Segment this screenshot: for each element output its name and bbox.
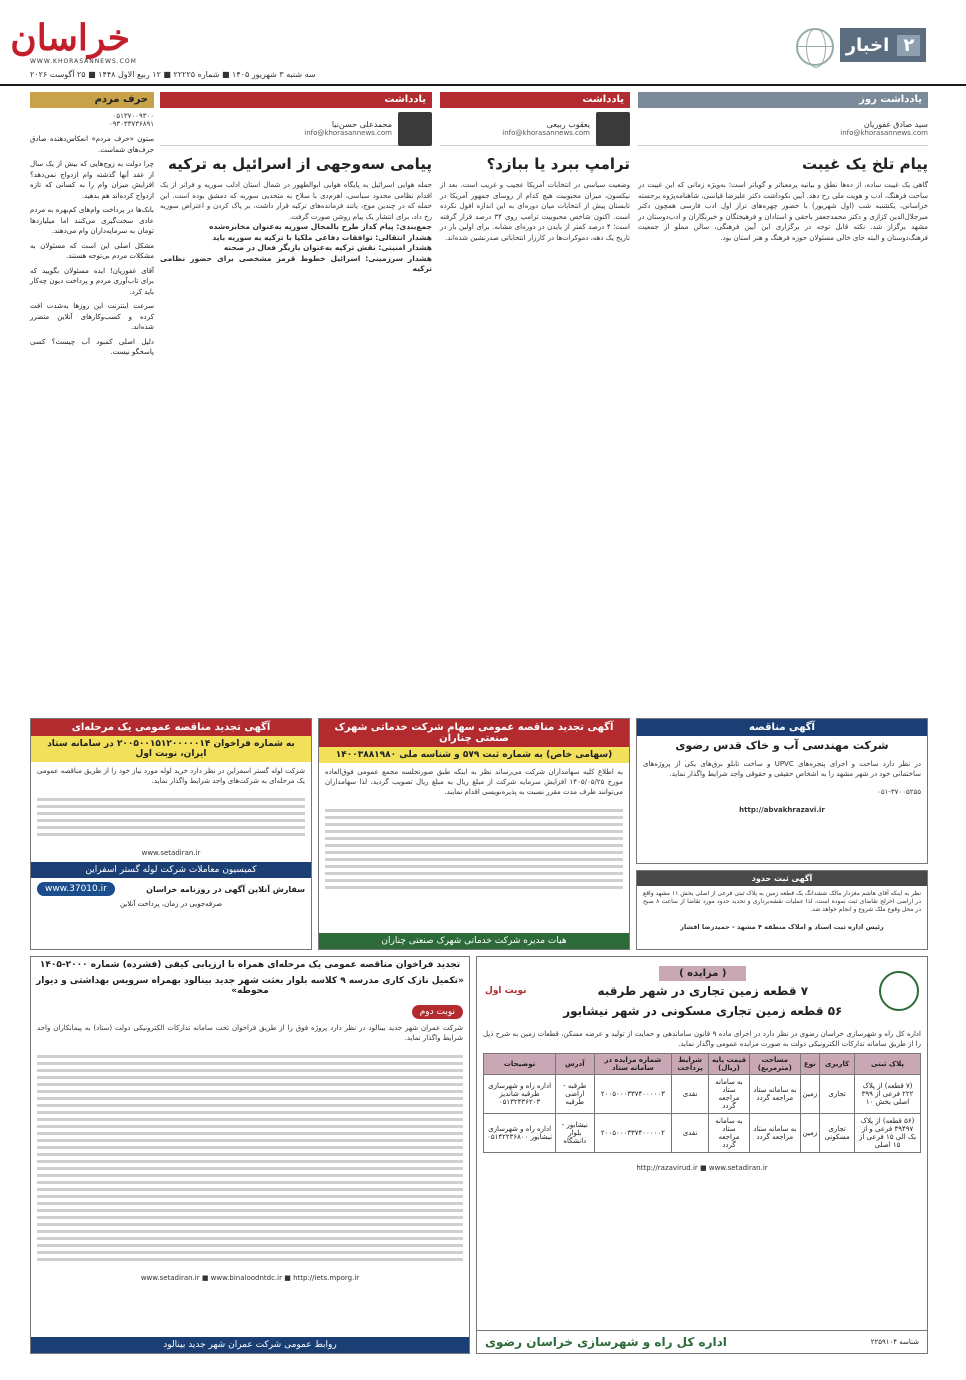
author-portrait xyxy=(596,112,630,146)
author-name: محمدعلی حسن‌نیا xyxy=(331,120,392,129)
table-cell: تجاری مسکونی xyxy=(820,1114,855,1153)
ad-footer: رئیس اداره ثبت اسناد و املاک منطقه ۴ مشهد - حمیدرضا افشار xyxy=(680,923,884,931)
byline xyxy=(440,112,630,146)
phone-number[interactable]: ۰۵۱۳۷۰۰۹۳۰۰ xyxy=(112,112,154,120)
table-cell: به سامانه ستاد مراجعه گردد xyxy=(708,1075,749,1114)
ad-footer: هیات مدیره شرکت خدماتی شهرک صنعتی چناران xyxy=(319,933,629,949)
section-label xyxy=(840,28,926,62)
table-cell: زمین xyxy=(800,1075,820,1114)
logo-subtitle: WWW.KHORASANNEWS.COM xyxy=(30,58,137,65)
ad-registration[interactable] xyxy=(636,870,928,950)
column-header: مساحت (مترمربع) xyxy=(750,1054,800,1075)
ad-chenaran-shares[interactable] xyxy=(318,718,630,950)
auction-table-wrap xyxy=(477,1053,927,1153)
sms-number[interactable]: ۰۹۳۰۳۳۷۳۶۸۹۱ xyxy=(108,120,154,128)
table-cell: اداره راه و شهرسازی نیشابور ۰۵۱۴۲۲۳۶۸۰۰ xyxy=(484,1114,556,1153)
ad-site[interactable]: http://abvakhrazavi.ir xyxy=(739,806,825,814)
emblem-icon xyxy=(879,971,919,1011)
table-cell: (۵۶ قطعه) از پلاک ۴۹۴۹۷ فرعی و از یک الی ۱۵ فرعی از ۱۵ اصلی xyxy=(855,1114,921,1153)
kicker: حرف مردم xyxy=(30,92,154,108)
table-cell: به سامانه ستاد مراجعه گردد xyxy=(750,1075,800,1114)
auction-title-1: ۷ قطعه زمین تجاری در شهر طرقبه xyxy=(597,984,809,998)
ad-site[interactable]: www.setadiran.ir xyxy=(141,849,201,857)
article-headline[interactable]: ترامپ ببرد یا ببازد؟ xyxy=(486,155,630,173)
reader-item: سرعت اینترنت این روزها به‌شدت افت کرده و کسب‌وکارهای آنلاین متضرر شده‌اند. xyxy=(30,302,154,331)
shenaseh: شناسه ۲۲۵۹۱۰۴ xyxy=(870,1338,919,1346)
ad-text: نظر به اینکه آقای هاشم مغزدار مالک ششدانگ یک قطعه زمین به پلاک ثبتی فرعی از اصلی بخش ۱۱ مشهد واقع در اراضی اخرلج تقاضای ثبت نموده است، لذا عملیات نقشه‌برداری و تحدید حدود مورد تقاضا از ساعت ۸ صبح در محل وقوع ملک شروع و انجام خواهد شد. xyxy=(643,890,921,913)
author-email[interactable]: info@khorasannews.com xyxy=(304,129,392,137)
table-cell: تجاری xyxy=(820,1075,855,1114)
ad-footer: کمیسیون معاملات شرکت لوله گستر اسفراین xyxy=(31,862,311,878)
ad-tender-binalood[interactable] xyxy=(30,956,470,1354)
promo-sub: صرفه‌جویی در زمان، پرداخت آنلاین xyxy=(119,900,223,908)
reader-column xyxy=(30,92,154,710)
ad-reference: به شماره فراخوان ۲۰۰۵۰۰۱۵۱۲۰۰۰۰۰۱۴ در سامانه ستاد ایران، نوبت اول xyxy=(31,736,311,762)
promo-row xyxy=(31,878,311,900)
column-header: کاربری xyxy=(820,1054,855,1075)
ad-sites[interactable]: http://razavirud.ir ■ www.setadiran.ir xyxy=(636,1164,768,1172)
ad-text-lines xyxy=(31,1047,469,1269)
author-portrait xyxy=(398,112,432,146)
ad-text-lines xyxy=(319,801,629,897)
article-body: وضعیت سیاسی در انتخابات آمریکا عجیب و غریب است. بعد از نیکسون، میزان محبوبیت هیچ کدام از روسای جمهور آمریکا در تابستان پیش از انتخابات میان دوره‌ای به این اندازه افول نکرده است. اکنون شاخص محبوبیت ترامپ روی ۳۴ درصد قرار گرفته است؛ ۴ درصد کمتر از بایدن در دوره‌ای مشابه. برای اولین بار در تاریخ یک دهه، دموکرات‌ها در کارزار انتخاباتی صدرنشین شده‌اند. xyxy=(440,181,630,242)
article-subhead: هشدار انتقالی: توافقات دفاعی ملکیا با ترکیه به سوریه باید xyxy=(212,232,432,242)
table-cell: نقدی xyxy=(672,1114,709,1153)
article-subhead: هشدار امنیتی: نقش ترکیه به‌عنوان بازیگر فعال در صحنه xyxy=(223,243,432,252)
column-header: شماره مزایده در سامانه ستاد xyxy=(594,1054,672,1075)
newspaper-logo[interactable]: خراسان xyxy=(10,17,130,59)
ad-text: شرکت عمران شهر جدید بینالود در نظر دارد پروژه فوق را از طریق فراخوان تحت سامانه تدارکات الکترونیکی دولت (ستاد) به پیمانکاران واجد شرایط واگذار نماید. xyxy=(37,1024,463,1042)
editorial-column-1 xyxy=(638,92,928,710)
ad-text: شرکت لوله گستر اسفراین در نظر دارد خرید لوله مورد نیاز خود را از طریق مناقصه عمومی یک مرحله‌ای به شرکت‌های واجد شرایط واگذار نماید. xyxy=(37,767,305,785)
ad-text: اداره کل راه و شهرسازی خراسان رضوی در نظر دارد در اجرای ماده ۹ قانون ساماندهی و حمایت از تولید و عرضه مسکن، قطعات زمین به شرح ذیل را از طریق سامانه تدارکات الکترونیکی دولت به صورت مزایده عمومی واگذار نماید. xyxy=(483,1030,921,1048)
page-number: ۲ xyxy=(897,35,920,56)
article-subhead: هشدار سرزمینی: اسرائیل خطوط قرمز مشخصی برای حضور نظامی ترکیه xyxy=(160,253,432,273)
promo-url[interactable]: www.37010.ir xyxy=(37,882,115,896)
ad-banner: آگهی مناقصه xyxy=(637,719,927,736)
article-body: حمله هوایی اسرائیل به پایگاه هوایی ابوالظهور در شمال استان ادلب سوریه و فراتر از یک اقدام نظامی محدود سیاسی، اهرم‌دی با سلاح به متحدیی سوریه که دمشق بوده است. این حمله که در چندین موج، یاتند فرمانده‌های ترکیه قرار داشت، بر پاک کردن و اعتراض سوریه رخ داد، برای انتشار یک پیام روشن صورت گرفت. xyxy=(160,181,432,221)
ad-banner: آگهی ثبت حدود xyxy=(637,871,927,886)
ad-company: شرکت مهندسی آب و خاک قدس رضوی xyxy=(675,739,889,752)
table-cell: (۷ قطعه) از پلاک ۲۲۲ فرعی از ۳۹۹ اصلی بخش ۱۰ xyxy=(855,1075,921,1114)
ad-phone[interactable]: ۰۵۱-۳۷۰۰۵۲۵۵ xyxy=(877,788,921,796)
column-header: توضیحات xyxy=(484,1054,556,1075)
ad-banner: ( مزایده ) xyxy=(659,966,746,981)
reader-item: آقای غفوریان! ایده مسئولان بگویید که برای تاب‌آوری مردم و پرداخت دیون چه‌کار باید کرد. xyxy=(30,266,154,296)
section-name: اخبار xyxy=(845,34,890,56)
auction-table xyxy=(483,1053,921,1153)
article-headline[interactable]: پیام تلخ یک غیبت xyxy=(802,155,928,173)
auction-title-2: ۵۶ قطعه زمین تجاری مسکونی در شهر نیشابور xyxy=(563,1004,843,1018)
issue-info: سه شنبه ۳ شهریور ۱۴۰۵ ■ شماره ۲۲۲۲۵ ■ ۱۲ ربیع الاول ۱۴۴۸ ■ ۲۵ آگوست ۲۰۲۶ xyxy=(30,70,316,79)
table-cell: ۲۰۰۵۰۰۰۳۳۷۴۰۰۰۰۰۲ xyxy=(594,1114,672,1153)
org-name: اداره کل راه و شهرسازی خراسان رضوی xyxy=(485,1335,727,1349)
round-badge: نوبت دوم xyxy=(412,1005,463,1019)
author-name: سید صادق غفوریان xyxy=(863,120,928,129)
reader-item: مشکل اصلی این است که مسئولان به مشکلات مردم بی‌توجه هستند. xyxy=(30,241,154,260)
author-name: یعقوب ربیعی xyxy=(546,120,590,129)
editorial-column-2 xyxy=(440,92,630,710)
ad-banner: آگهی تجدید مناقصه عمومی سهام شرکت خدماتی شهرک صنعتی چناران xyxy=(319,719,629,747)
ad-auction-rah-shahrsazi[interactable] xyxy=(476,956,928,1354)
author-email[interactable]: info@khorasannews.com xyxy=(502,129,590,137)
ad-title: تجدید فراخوان مناقصه عمومی یک مرحله‌ای همراه با ارزیابی کیفی (فشرده) شماره ۲۰۰۰-۱۴۰۵ xyxy=(39,960,461,970)
table-cell: زمین xyxy=(800,1114,820,1153)
table-row xyxy=(484,1114,921,1153)
column-header: پلاک ثبتی xyxy=(855,1054,921,1075)
kicker: یادداشت xyxy=(440,92,630,108)
author-email[interactable]: info@khorasannews.com xyxy=(840,129,928,137)
ad-banner: آگهی تجدید مناقصه عمومی یک مرحله‌ای xyxy=(31,719,311,736)
round-badge: نوبت اول xyxy=(485,986,527,996)
ad-tender-abvakhak[interactable] xyxy=(636,718,928,864)
ad-text-lines xyxy=(31,790,311,844)
column-header: نوع xyxy=(800,1054,820,1075)
column-header: قیمت پایه (ریال) xyxy=(708,1054,749,1075)
table-cell: به سامانه ستاد مراجعه گردد xyxy=(708,1114,749,1153)
column-header: آدرس xyxy=(556,1054,594,1075)
ad-sites[interactable]: www.setadiran.ir ■ www.binaloodntdc.ir ■ http://iets.mporg.ir xyxy=(140,1274,360,1282)
editorial-column-3 xyxy=(160,92,432,710)
ad-footer: روابط عمومی شرکت عمران شهر جدید بینالود xyxy=(31,1337,469,1353)
table-cell: ۲۰۰۵۰۰۰۳۳۷۴۰۰۰۰۰۳ xyxy=(594,1075,672,1114)
article-subhead: جمع‌بندی: پیام کدار طرح بالمحال سوریه به‌عنوان مخابره‌شده xyxy=(209,222,432,231)
ad-subtitle: «تکمیل نازک کاری مدرسه ۹ کلاسه بلوار بعثت شهر جدید بینالود بهمراه سرویس بهداشتی و دیوار محوطه» xyxy=(36,976,464,996)
kicker: یادداشت روز xyxy=(638,92,928,108)
ad-text: در نظر دارد ساخت و اجرای پنجره‌های UPVC و ساخت تابلو برق‌های یکی از پروژه‌های ساختمانی خود در شهر مشهد را به اشخاص حقیقی و حقوقی واجد شرایط واگذار نماید. xyxy=(643,760,921,778)
page-header xyxy=(0,0,966,86)
ad-text: به اطلاع کلیه سهامداران شرکت می‌رساند نظر به اینکه طبق صورتجلسه مجمع عمومی فوق‌العاده مورخ ۱۴۰۵/۰۵/۲۵ افزایش سرمایه شرکت از مبلغ ریال به مبلغ ریال تصویب گردید، لذا سهامداران می‌توانند ظرف مدت مقرر نسبت به پذیره‌نویسی اقدام نمایند. xyxy=(325,768,623,796)
article-headline[interactable]: پیامی سه‌وجهی از اسرائیل به ترکیه xyxy=(168,155,432,173)
ad-reference: (سهامی خاص) به شماره ثبت ۵۷۹ و شناسه ملی ۱۴۰۰۳۸۸۱۹۸۰ xyxy=(319,747,629,763)
table-cell: نقدی xyxy=(672,1075,709,1114)
reader-item: چرا دولت به زوج‌هایی که بیش از یک سال از عقد آنها گذشته وام ازدواج نمی‌دهد؟ افزایش میزان وام را به کسانی که تازه ازدواج کرده‌اند هم بدهید. xyxy=(30,160,154,200)
column-header: شرایط پرداخت xyxy=(672,1054,709,1075)
table-cell: به سامانه ستاد مراجعه گردد xyxy=(750,1114,800,1153)
reader-item: بانک‌ها در پرداخت وام‌های کم‌بهره به مردم عادی سخت‌گیری می‌کنند اما میلیاردها تومان به سرمایه‌داران وام می‌دهند. xyxy=(30,206,154,235)
globe-icon xyxy=(796,28,834,66)
reader-item: دلیل اصلی کمبود آب چیست؟ کسی پاسخگو نیست. xyxy=(30,337,154,356)
kicker: یادداشت xyxy=(160,92,432,108)
reader-contact xyxy=(30,112,154,128)
promo-text: سفارش آنلاین آگهی در روزنامه خراسان xyxy=(146,884,305,894)
table-row xyxy=(484,1075,921,1114)
table-cell: اداره راه و شهرسازی طرقبه شاندیز ۰۵۱۳۲۴۳۶۲۰۳ xyxy=(484,1075,556,1114)
byline xyxy=(638,112,928,146)
article-body: گاهی یک غیبت ساده، از ده‌ها نطق و بیانیه پرمعناتر و گویاتر است؛ به‌ویژه زمانی که این غیبت در ساحت فرهنگ، ادب و هویت ملی رخ دهد. آیین نکوداشت دکتر علیرضا قیاسی، شاهنامه‌پژوه برجسته خراسانی، یکشنبه شب (اول شهریور) با حضور چهره‌های تراز اول ادب فارسی همچون دکتر میرجلال‌الدین کزازی و دکتر محمدجعفر یاحقی و استادان و فرهیختگان و خبرنگاران و ادب‌دوستان در مشهد برگزار شد. نکته قابل توجه در برگزاری این آیین فرهنگی، سالن مملو از جمعیت فرهنگ‌دوستان و البته جای خالی مسئولان حوزه فرهنگ و هنر استان بود. xyxy=(638,181,928,242)
byline xyxy=(160,112,432,146)
table-cell: طرقبه - اراضی طرقبه xyxy=(556,1075,594,1114)
auction-header xyxy=(477,957,927,1025)
table-cell: نیشابور - بلوار دانشگاه xyxy=(556,1114,594,1153)
auction-footer xyxy=(477,1330,927,1353)
table-header-row xyxy=(484,1054,921,1075)
reader-note: ستون «حرف مردم» انعکاس‌دهنده صادق حرف‌های شماست. xyxy=(30,135,154,154)
round-row xyxy=(31,999,469,1019)
ad-tender-lolehgostar[interactable] xyxy=(30,718,312,950)
